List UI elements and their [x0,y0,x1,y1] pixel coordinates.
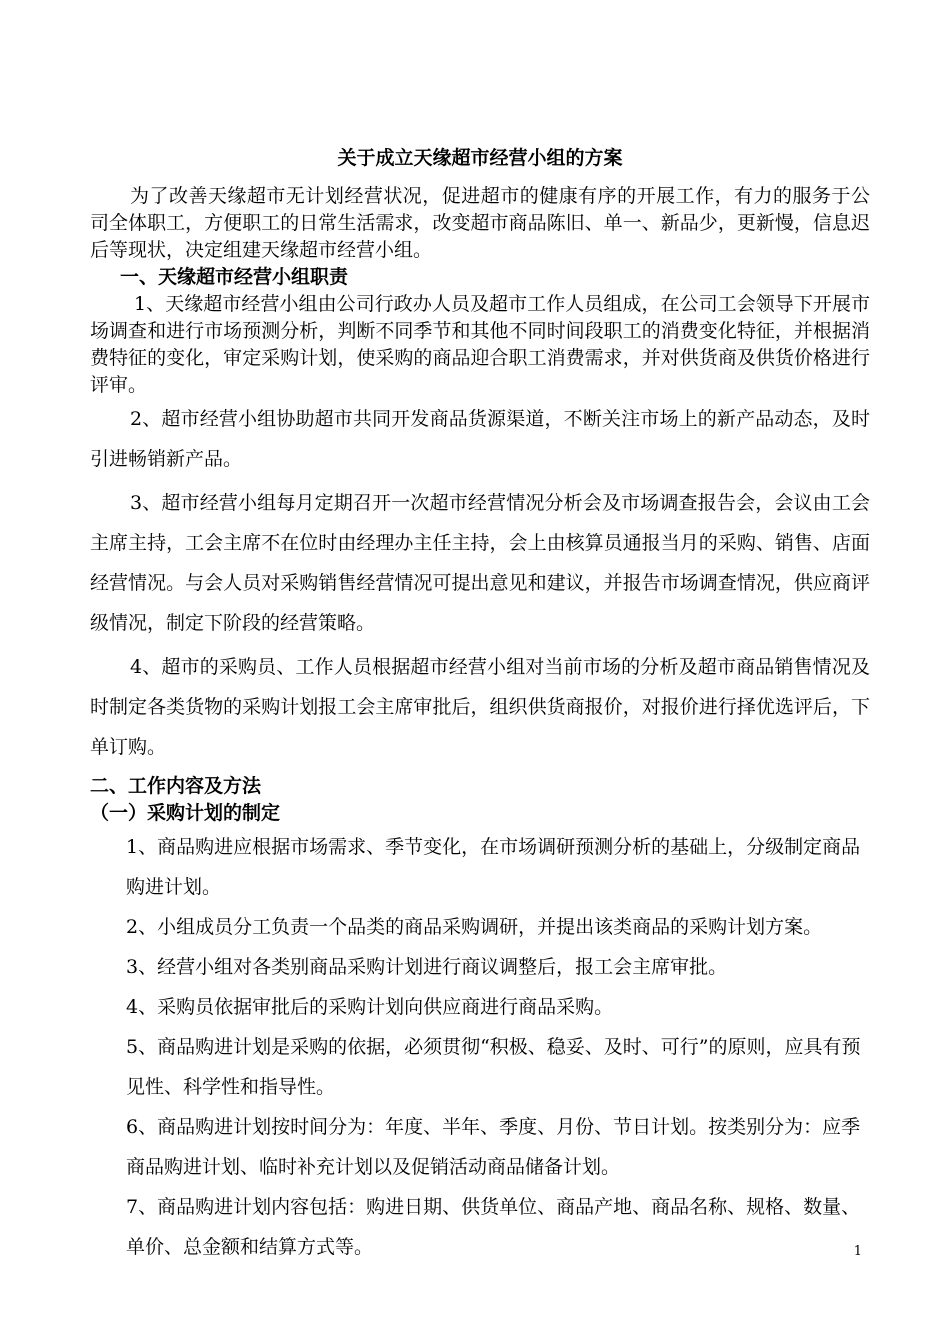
list-item: 3、经营小组对各类别商品采购计划进行商议调整后，报工会主席审批。 [126,956,728,978]
page-number: 1 [853,1244,862,1259]
document-title: 关于成立天缘超市经营小组的方案 [337,147,623,169]
section2-heading: 二、工作内容及方法 [90,775,262,797]
section1-paragraph-3: 3、超市经营小组每月定期召开一次超市经营情况分析会及市场调查报告会，会议由工会主席主持，工会主席不在位时由经理办主任主持，会上由核算员通报当月的采购、销售、店面经营情况。与会人员对采购销售经营情况可提出意见和建议，并报告市场调查情况，供应商评级情况，制定下阶段的经营策略。 [90,492,870,634]
list-item: 7、商品购进计划内容包括：购进日期、供货单位、商品产地、商品名称、规格、数量、单价、总金额和结算方式等。 [126,1196,861,1258]
section1-paragraph-4: 4、超市的采购员、工作人员根据超市经营小组对当前市场的分析及超市商品销售情况及时制定各类货物的采购计划报工会主席审批后，组织供货商报价，对报价进行择优选评后，下单订购。 [90,656,870,758]
list-item: 5、商品购进计划是采购的依据，必须贯彻“积极、稳妥、及时、可行”的原则，应具有预见性、科学性和指导性。 [126,1036,861,1098]
list-item: 4、采购员依据审批后的采购计划向供应商进行商品采购。 [126,996,614,1018]
list-item: 2、小组成员分工负责一个品类的商品采购调研，并提出该类商品的采购计划方案。 [126,916,823,938]
section1-paragraph-2: 2、超市经营小组协助超市共同开发商品货源渠道，不断关注市场上的新产品动态，及时引进畅销新产品。 [90,408,870,470]
intro-paragraph: 为了改善天缘超市无计划经营状况，促进超市的健康有序的开展工作，有力的服务于公司全体职工，方便职工的日常生活需求，改变超市商品陈旧、单一、新品少，更新慢，信息迟后等现状，决定组建天缘超市经营小组。 [90,185,870,261]
section1-heading: 一、天缘超市经营小组职责 [120,266,349,288]
list-item: 1、商品购进应根据市场需求、季节变化，在市场调研预测分析的基础上，分级制定商品购进计划。 [126,836,861,898]
list-item: 6、商品购进计划按时间分为：年度、半年、季度、月份、节日计划。按类别分为：应季商品购进计划、临时补充计划以及促销活动商品储备计划。 [126,1116,861,1178]
section1-paragraph-1: 1、天缘超市经营小组由公司行政办人员及超市工作人员组成，在公司工会领导下开展市场调查和进行市场预测分析，判断不同季节和其他不同时间段职工的消费变化特征，并根据消费特征的变化，审定采购计划，使采购的商品迎合职工消费需求，并对供货商及供货价格进行评审。 [90,293,870,396]
procurement-plan-list [90,827,870,1267]
document-page [90,143,870,1267]
section2-sub1-heading: （一）采购计划的制定 [90,802,281,824]
